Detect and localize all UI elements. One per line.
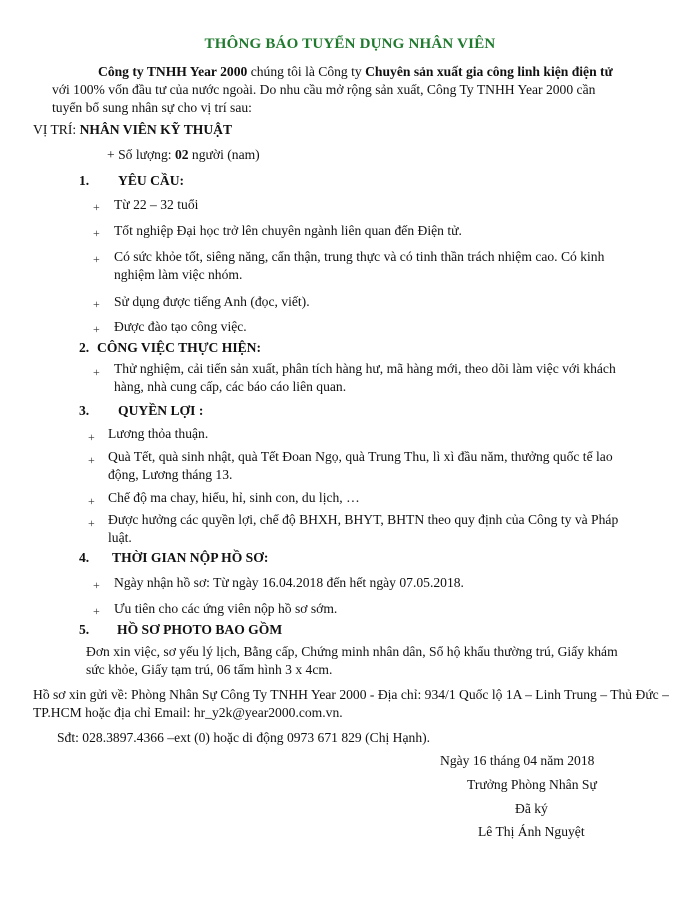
signature-name: Lê Thị Ánh Nguyệt <box>478 824 585 839</box>
documents-list: Đơn xin việc, sơ yếu lý lịch, Bằng cấp, Chứng minh nhân dân, Sổ hộ khẩu thường trú, Giấy khám sức khỏe, Giấy tạm trú, 06 tấm hình 3 x 4cm. <box>86 644 618 677</box>
bullet-icon: + <box>88 516 95 530</box>
list-item: Tốt nghiệp Đại học trở lên chuyên ngành liên quan đến Điện tử. <box>114 223 462 238</box>
section-1-number: 1. <box>79 173 90 188</box>
list-item: Thử nghiệm, cải tiến sản xuất, phân tích hàng hư, mã hàng mới, theo dõi làm việc với khách hàng, nhà cung cấp, các báo cáo liên quan. <box>114 361 616 394</box>
section-4-heading: THỜI GIAN NỘP HỒ SƠ: <box>112 550 269 565</box>
contact-phone: Sđt: 028.3897.4366 –ext (0) hoặc di động 0973 671 829 (Chị Hạnh). <box>57 730 431 745</box>
bullet-icon: + <box>93 604 100 618</box>
signature-role: Trưởng Phòng Nhân Sự <box>467 777 597 792</box>
quantity-line <box>107 146 260 164</box>
list-item: Quà Tết, quà sinh nhật, quà Tết Đoan Ngọ, quà Trung Thu, lì xì đầu năm, thưởng quốc tế lao động, Lương tháng 13. <box>108 449 613 482</box>
position-line <box>33 121 232 139</box>
intro-paragraph <box>52 63 628 117</box>
list-item: Được đào tạo công việc. <box>114 319 247 334</box>
list-item: Sử dụng được tiếng Anh (đọc, viết). <box>114 294 310 309</box>
bullet-icon: + <box>93 200 100 214</box>
section-5-number: 5. <box>79 622 90 637</box>
intro-text-2: với 100% vốn đầu tư của nước ngoài. Do nhu cầu mở rộng sản xuất, Công Ty TNHH Year 2000 cần tuyển bổ sung nhân sự cho vị trí sau: <box>52 82 596 115</box>
quantity-suffix: người (nam) <box>188 147 260 162</box>
list-item: Được hưởng các quyền lợi, chế độ BHXH, BHYT, BHTN theo quy định của Công ty và Pháp luật. <box>108 512 619 545</box>
bullet-icon: + <box>88 430 95 444</box>
list-item: Ngày nhận hồ sơ: Từ ngày 16.04.2018 đến hết ngày 07.05.2018. <box>114 575 464 590</box>
bullet-icon: + <box>93 578 100 592</box>
bullet-icon: + <box>93 322 100 336</box>
list-item: Từ 22 – 32 tuổi <box>114 197 199 212</box>
business-field: Chuyên sản xuất gia công linh kiện điện tử <box>365 64 613 79</box>
intro-text-1: chúng tôi là Công ty <box>247 64 366 79</box>
section-1-heading: YÊU CẦU: <box>118 173 185 188</box>
section-3-heading: QUYỀN LỢI : <box>118 403 204 418</box>
bullet-icon: + <box>93 297 100 311</box>
section-2-heading: CÔNG VIỆC THỰC HIỆN: <box>97 340 262 355</box>
bullet-icon: + <box>88 453 95 467</box>
section-5-heading: HỒ SƠ PHOTO BAO GỒM <box>117 622 283 637</box>
signature-date: Ngày 16 tháng 04 năm 2018 <box>440 753 595 768</box>
bullet-icon: + <box>93 226 100 240</box>
page-title: THÔNG BÁO TUYỂN DỤNG NHÂN VIÊN <box>204 36 496 52</box>
list-item: Ưu tiên cho các ứng viên nộp hồ sơ sớm. <box>114 601 338 616</box>
section-4-number: 4. <box>79 550 90 565</box>
bullet-icon: + <box>88 494 95 508</box>
company-name: Công ty TNHH Year 2000 <box>98 64 248 79</box>
position-prefix: VỊ TRÍ: <box>33 122 80 137</box>
section-3-number: 3. <box>79 403 90 418</box>
quantity-value: 02 <box>174 147 189 162</box>
bullet-icon: + <box>93 365 100 379</box>
section-2-number: 2. <box>79 340 90 355</box>
list-item: Lương thỏa thuận. <box>108 426 209 441</box>
signature-status: Đã ký <box>515 801 548 816</box>
quantity-prefix: + Số lượng: <box>107 147 175 162</box>
position-name: NHÂN VIÊN KỸ THUẬT <box>79 122 233 137</box>
list-item: Chế độ ma chay, hiếu, hỉ, sinh con, du lịch, … <box>108 490 360 505</box>
contact-address: Hồ sơ xin gửi về: Phòng Nhân Sự Công Ty TNHH Year 2000 - Địa chỉ: 934/1 Quốc lộ 1A – Linh Trung – Thủ Đức – TP.HCM hoặc địa chỉ Email: hr_y2k@year2000.com.vn. <box>33 687 669 720</box>
bullet-icon: + <box>93 252 100 266</box>
list-item: Có sức khỏe tốt, siêng năng, cẩn thận, trung thực và có tinh thần trách nhiệm cao. Có kinh nghiệm làm việc nhóm. <box>114 249 605 282</box>
